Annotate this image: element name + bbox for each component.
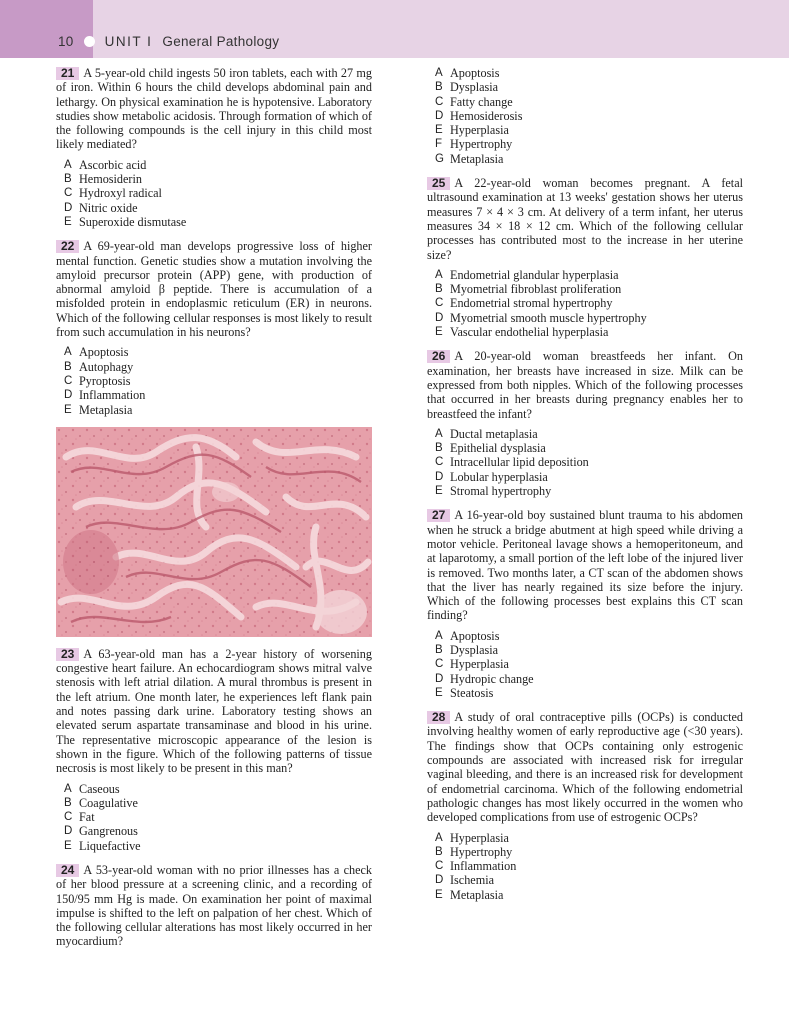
micrograph-image: [56, 427, 372, 637]
answer-option[interactable]: A Caseous: [64, 781, 120, 796]
question-27: [427, 508, 743, 700]
answer-option[interactable]: A Hyperplasia: [435, 830, 509, 845]
answer-option[interactable]: A Apoptosis: [435, 66, 500, 80]
right-column: [427, 66, 743, 912]
micrograph-figure: [56, 427, 372, 637]
answer-option[interactable]: E Hyperplasia: [435, 123, 509, 138]
question-stem: 23 A 63-year-old man has a 2-year history of worsening congestive heart failure. An echocardiogram shows mitral valve stenosis with left atrial dilation. A mural thrombus is present in the left atrium. One month later, he experiences left flank pain and notes passing dark urine. Laboratory testing shows an elevated serum aspartate transaminase and blood in his urine. The representative microscopic appearance of the lesion is shown in the figure. Which of the following patterns of tissue necrosis is most likely to be present in this man?: [56, 646, 372, 776]
answer-option[interactable]: C Hydroxyl radical: [64, 186, 162, 201]
answer-option[interactable]: C Pyroptosis: [64, 373, 131, 388]
question-23: [56, 647, 372, 853]
page-number: 10: [58, 34, 74, 49]
answer-options-q24: [427, 66, 743, 166]
answer-options: [427, 268, 743, 339]
question-stem: 28 A study of oral contraceptive pills (OCPs) is conducted involving healthy women of early reproductive age (<30 years). The findings show that OCPs containing only estrogenic compounds are associated with increased risk for irregular vaginal bleeding, and there is an increased risk for development of endometrial carcinoma. Which of the following endometrial pathologic changes has most likely occurred in the women who developed complications from use of estrogenic OCPs?: [427, 710, 743, 825]
answer-option[interactable]: D Hemosiderosis: [435, 108, 523, 123]
answer-option[interactable]: F Hypertrophy: [435, 137, 513, 152]
question-26: [427, 349, 743, 498]
answer-options: [56, 345, 372, 416]
answer-option[interactable]: C Intracellular lipid deposition: [435, 455, 589, 470]
answer-option[interactable]: E Steatosis: [435, 685, 494, 700]
question-stem: 27 A 16-year-old boy sustained blunt trauma to his abdomen when he struck a bridge abutment at high speed while driving a motor vehicle. Peritoneal lavage shows a hemoperitoneum, and at laparotomy, a small portion of the left lobe of the injured liver is removed. Two months later, a CT scan of the abdomen shows that the liver has nearly regained its size before the injury. Which of the following processes best explains this CT scan finding?: [427, 508, 743, 623]
answer-option[interactable]: B Coagulative: [64, 795, 138, 810]
answer-option[interactable]: B Myometrial fibroblast proliferation: [435, 282, 622, 297]
answer-options: [427, 831, 743, 902]
answer-option[interactable]: E Metaplasia: [64, 402, 133, 417]
left-column: [56, 66, 372, 955]
chapter-title: General Pathology: [162, 34, 280, 49]
answer-option[interactable]: D Ischemia: [435, 873, 494, 888]
question-28: [427, 710, 743, 902]
question-stem: 26 A 20-year-old woman breastfeeds her infant. On examination, her breasts have increased in size. Milk can be expressed from both nipples. Which of the following processes that occurred in her breasts during pregnancy enables her to breastfeed the infant?: [427, 349, 743, 421]
question-24: [56, 863, 372, 949]
answer-option[interactable]: A Apoptosis: [435, 628, 500, 643]
answer-option[interactable]: C Endometrial stromal hypertrophy: [435, 296, 613, 311]
question-number: 24: [56, 864, 79, 877]
question-number: 28: [427, 711, 450, 724]
answer-option[interactable]: A Endometrial glandular hyperplasia: [435, 267, 619, 282]
question-stem: 25 A 22-year-old woman becomes pregnant. A fetal ultrasound examination at 13 weeks' gestation shows her uterus measures 7 × 4 × 3 cm. At delivery of a term infant, her uterus measures 34 × 18 × 12 cm. Which of the following cellular processes has contributed most to the increase in her uterine size?: [427, 176, 743, 262]
running-header: [58, 34, 279, 49]
answer-option[interactable]: C Hyperplasia: [435, 657, 509, 672]
question-stem: 21 A 5-year-old child ingests 50 iron tablets, each with 27 mg of iron. Within 6 hours the child develops abdominal pain and lethargy. On physical examination he is hypotensive. Laboratory studies show metabolic acidosis. Through formation of which of the following compounds is the cell injury in this child most likely mediated?: [56, 66, 372, 152]
answer-option[interactable]: B Dysplasia: [435, 80, 499, 95]
answer-option[interactable]: D Inflammation: [64, 388, 146, 403]
answer-option[interactable]: B Autophagy: [64, 359, 134, 374]
answer-option[interactable]: D Hydropic change: [435, 671, 534, 686]
header-band: [0, 0, 789, 58]
answer-option[interactable]: E Superoxide dismutase: [64, 214, 187, 229]
answer-option[interactable]: D Lobular hyperplasia: [435, 469, 548, 484]
answer-option[interactable]: B Hemosiderin: [64, 172, 142, 187]
answer-option[interactable]: C Inflammation: [435, 859, 517, 874]
answer-option[interactable]: D Nitric oxide: [64, 200, 138, 215]
question-21: [56, 66, 372, 229]
answer-options: [427, 629, 743, 700]
answer-options: [56, 782, 372, 853]
answer-option[interactable]: D Gangrenous: [64, 824, 138, 839]
answer-option[interactable]: A Apoptosis: [64, 345, 129, 360]
answer-option[interactable]: A Ascorbic acid: [64, 157, 147, 172]
question-number: 25: [427, 177, 450, 190]
answer-option[interactable]: C Fatty change: [435, 94, 513, 109]
question-number: 26: [427, 350, 450, 363]
answer-option[interactable]: E Stromal hypertrophy: [435, 484, 552, 499]
answer-option[interactable]: A Ductal metaplasia: [435, 426, 538, 441]
question-stem: 22 A 69-year-old man develops progressive loss of higher mental function. Genetic studies show a mutation involving the amyloid precursor protein (APP) gene, with production of abnormal amyloid β peptide. There is accumulation of a misfolded protein in endoplasmic reticulum (ER) in neurons. Which of the following cellular responses is most likely to result from such accumulation in his neurons?: [56, 239, 372, 340]
answer-options: [56, 158, 372, 229]
question-number: 23: [56, 648, 79, 661]
answer-options: [427, 427, 743, 498]
header-tab: [0, 0, 93, 58]
answer-option[interactable]: B Dysplasia: [435, 642, 499, 657]
answer-option[interactable]: E Vascular endothelial hyperplasia: [435, 325, 609, 340]
question-stem: 24 A 53-year-old woman with no prior illnesses has a check of her blood pressure at a screening clinic, and a recording of 150/95 mm Hg is made. On examination her point of maximal impulse is shifted to the left on palpation of her chest. Which of the following cellular alterations has most likely occurred in her myocardium?: [56, 862, 372, 949]
unit-label: UNIT I: [104, 34, 153, 49]
question-number: 21: [56, 67, 79, 80]
answer-option[interactable]: D Myometrial smooth muscle hypertrophy: [435, 310, 647, 325]
answer-option[interactable]: C Fat: [64, 810, 95, 825]
bullet-icon: [84, 36, 95, 47]
question-25: [427, 176, 743, 339]
question-number: 22: [56, 240, 79, 253]
answer-option[interactable]: B Epithelial dysplasia: [435, 441, 546, 456]
answer-option[interactable]: E Metaplasia: [435, 887, 504, 902]
answer-option[interactable]: G Metaplasia: [435, 151, 504, 166]
answer-option[interactable]: B Hypertrophy: [435, 844, 513, 859]
question-22: [56, 239, 372, 417]
answer-option[interactable]: E Liquefactive: [64, 838, 141, 853]
question-number: 27: [427, 509, 450, 522]
